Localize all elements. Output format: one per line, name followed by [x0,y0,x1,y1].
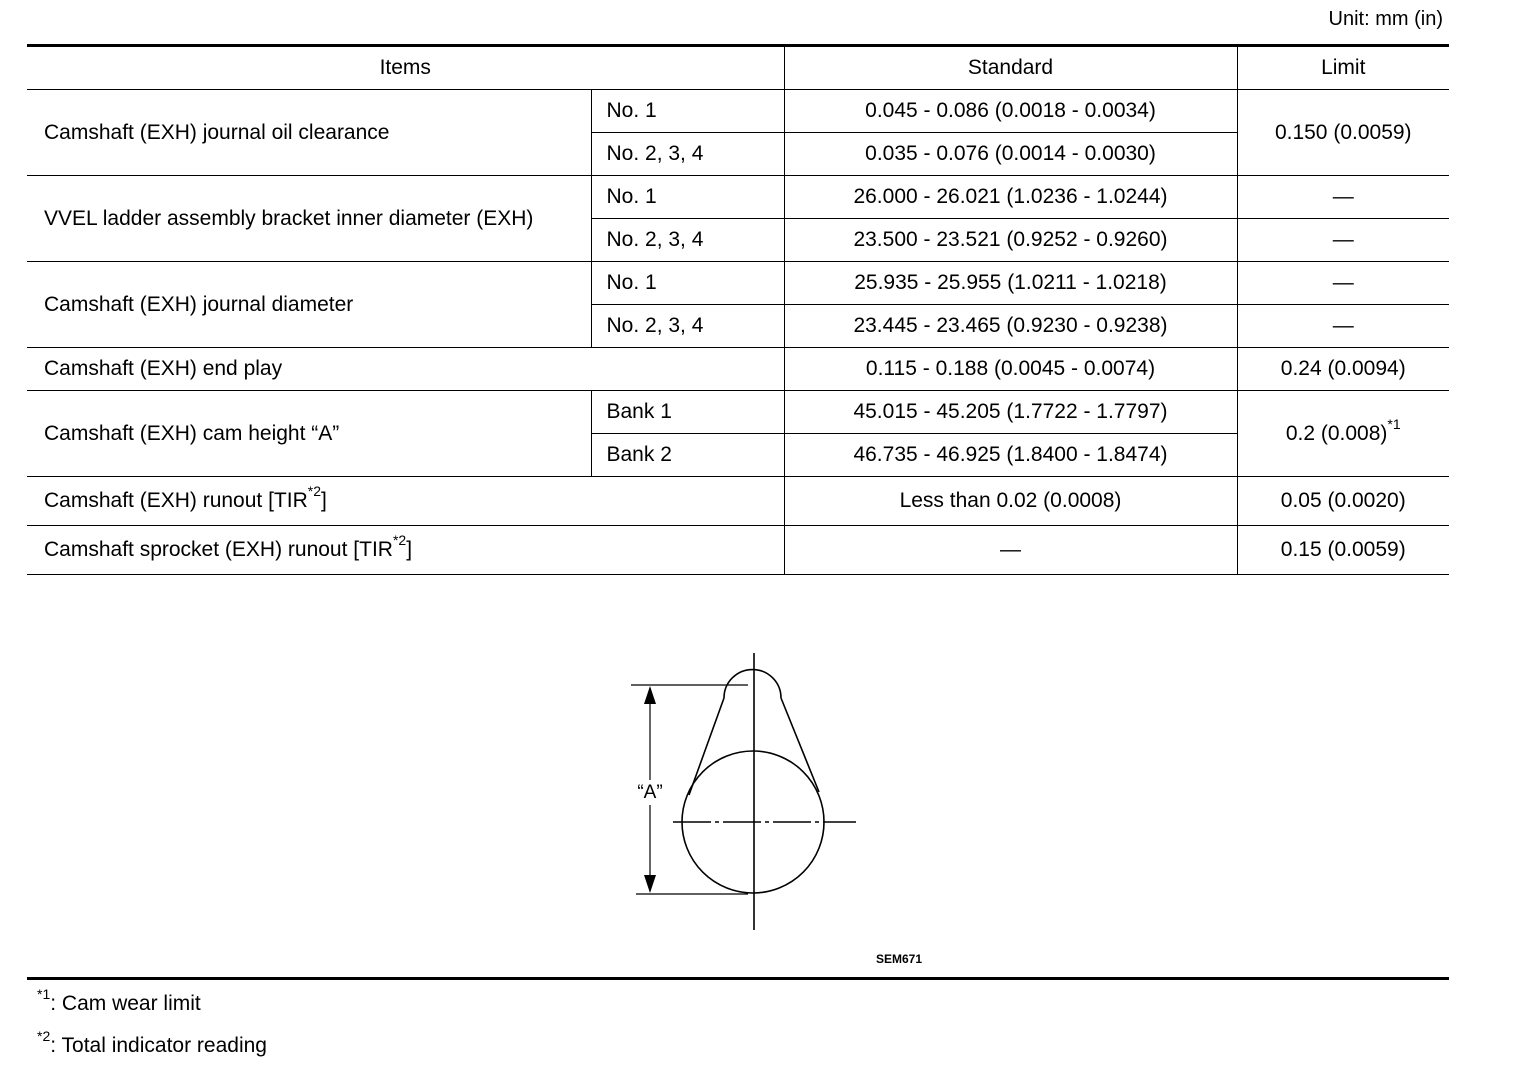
limit-value: 0.2 (0.008) [1285,421,1388,445]
bracket-close: ] [320,489,327,512]
standard-value: 45.015 - 45.205 (1.7722 - 1.7797) [784,391,1237,434]
footnote-mark: *2 [307,483,321,499]
sub-label: Bank 2 [591,434,784,477]
item-sprocket-runout: Camshaft sprocket (EXH) runout [TIR [44,538,393,561]
standard-value: — [784,526,1237,575]
standard-value: 23.500 - 23.521 (0.9252 - 0.9260) [784,219,1237,262]
sub-label: No. 2, 3, 4 [591,219,784,262]
limit-value: — [1237,262,1449,305]
limit-value-cell [1237,391,1449,477]
footnote-mark: *2 [392,532,407,548]
standard-value: 0.045 - 0.086 (0.0018 - 0.0034) [784,90,1237,133]
cam-height-diagram [600,640,870,940]
footnote-2 [37,1028,267,1058]
sub-label: No. 1 [591,176,784,219]
limit-value: 0.150 (0.0059) [1237,90,1449,176]
cam-flank-left [689,698,724,795]
arrow-up [644,686,656,704]
footnote-text: : Total indicator reading [50,1034,267,1057]
standard-value: 0.035 - 0.076 (0.0014 - 0.0030) [784,133,1237,176]
footnote-mark: *1 [1387,415,1401,432]
limit-value: 0.05 (0.0020) [1237,477,1449,526]
footnote-mark: *1 [37,986,51,1002]
item-cam-height: Camshaft (EXH) cam height “A” [27,391,591,477]
sub-label: No. 2, 3, 4 [591,305,784,348]
footnote-1 [37,986,201,1016]
specification-table [27,44,1449,575]
standard-value: 25.935 - 25.955 (1.0211 - 1.0218) [784,262,1237,305]
header-limit: Limit [1237,46,1449,90]
table-row [27,262,1449,305]
cam-flank-right [781,698,819,792]
table-row [27,176,1449,219]
standard-value: 26.000 - 26.021 (1.0236 - 1.0244) [784,176,1237,219]
sub-label: No. 1 [591,90,784,133]
sub-label: Bank 1 [591,391,784,434]
cam-nose-arc [724,670,781,698]
table-row [27,90,1449,133]
item-bracket-inner-diameter: VVEL ladder assembly bracket inner diameter (EXH) [27,176,591,262]
header-items: Items [27,46,784,90]
limit-value: 0.24 (0.0094) [1237,348,1449,391]
table-row [27,477,1449,526]
limit-value: — [1237,305,1449,348]
sub-label: No. 2, 3, 4 [591,133,784,176]
item-sprocket-runout-cell [27,526,784,575]
header-standard: Standard [784,46,1237,90]
arrow-down [644,875,656,893]
item-end-play: Camshaft (EXH) end play [27,348,784,391]
standard-value: 23.445 - 23.465 (0.9230 - 0.9238) [784,305,1237,348]
standard-value: 46.735 - 46.925 (1.8400 - 1.8474) [784,434,1237,477]
limit-value: — [1237,176,1449,219]
divider [27,977,1449,980]
item-camshaft-runout: Camshaft (EXH) runout [TIR [44,489,308,512]
item-journal-diameter: Camshaft (EXH) journal diameter [27,262,591,348]
dimension-label: “A” [637,782,663,803]
footnote-mark: *2 [37,1028,51,1044]
table-row [27,391,1449,434]
limit-value: 0.15 (0.0059) [1237,526,1449,575]
sub-label: No. 1 [591,262,784,305]
item-journal-oil-clearance: Camshaft (EXH) journal oil clearance [27,90,591,176]
standard-value: 0.115 - 0.188 (0.0045 - 0.0074) [784,348,1237,391]
table-row [27,526,1449,575]
footnote-text: : Cam wear limit [50,992,201,1015]
figure-code: SEM671 [876,952,923,966]
standard-value: Less than 0.02 (0.0008) [784,477,1237,526]
unit-label: Unit: mm (in) [1328,8,1443,30]
item-camshaft-runout-cell [27,477,784,526]
bracket-close: ] [406,538,413,561]
table-row [27,348,1449,391]
limit-value: — [1237,219,1449,262]
